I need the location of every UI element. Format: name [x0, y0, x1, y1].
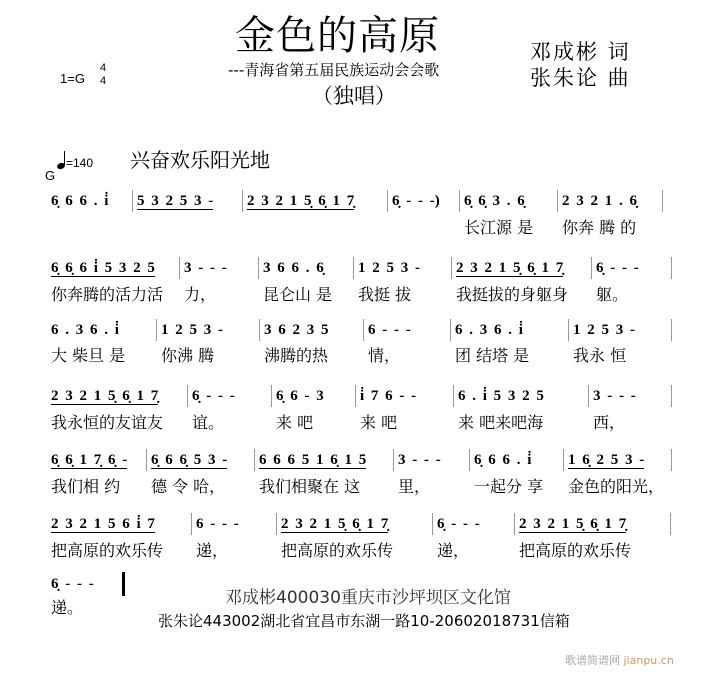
notes: 6 . 3 6 . i̇	[51, 322, 119, 338]
lyric: 西，	[593, 413, 626, 432]
lyrics-row-7	[47, 598, 121, 618]
measure	[569, 319, 672, 341]
measure	[451, 319, 569, 341]
notes: 3 - - -	[184, 260, 227, 276]
staff-row-5	[47, 449, 672, 471]
performance-type: （独唱）	[312, 84, 396, 108]
measure	[243, 190, 388, 212]
lyric: 递，	[196, 541, 229, 560]
lyric	[388, 218, 460, 238]
measure	[47, 449, 147, 471]
meter-bottom: 4	[100, 75, 107, 87]
lyric: 一起分 享	[474, 477, 544, 496]
measure	[589, 385, 672, 407]
lyrics-row-1	[47, 218, 663, 238]
measure	[47, 513, 192, 535]
measure	[356, 385, 454, 407]
notes: 6̣ - - -	[192, 388, 235, 404]
measure	[592, 257, 672, 279]
lyric: 长江源 是	[464, 218, 534, 237]
measure	[259, 257, 354, 279]
lyrics-row-5	[47, 477, 684, 497]
lyric: 你奔 腾 的	[562, 218, 637, 237]
lyric: 我永 恒	[573, 346, 627, 365]
notes: 2 3 2 1 5̣ 6̣ 1 7̣	[51, 388, 159, 404]
watermark-cn: 歌谱简谱网	[565, 654, 620, 667]
lyric: 我永恒的友谊友	[51, 413, 164, 432]
lyric: 情，	[368, 346, 401, 365]
staff-row-6	[47, 513, 671, 535]
measure	[564, 449, 672, 471]
notes: i̇ 7 6 - -	[360, 388, 417, 404]
measure	[364, 319, 451, 341]
notes: 6̣ 6 - 3	[276, 388, 324, 404]
measure	[180, 257, 259, 279]
lyric: 德 令 哈，	[151, 477, 226, 496]
lyric: 你沸 腾	[161, 346, 215, 365]
note-stem	[64, 151, 65, 165]
lyric: 金色的阳光，	[568, 477, 665, 496]
lyric: 递，	[437, 541, 470, 560]
expression-mark: 兴奋欢乐阳光地	[130, 148, 270, 172]
notes: 6̣ - - -	[51, 576, 94, 592]
subtitle: ---青海省第五届民族运动会会歌	[228, 61, 440, 79]
measure	[47, 319, 157, 341]
measure	[394, 449, 470, 471]
notes: 1 2 5 3 -	[573, 322, 635, 338]
song-title: 金色的高原	[235, 13, 440, 59]
measure	[133, 190, 243, 212]
composer: 张朱论 曲	[530, 66, 631, 90]
measure	[460, 190, 558, 212]
notes: 3 6 6 . 6̣	[263, 260, 324, 276]
measure	[470, 449, 564, 471]
lyric: 来 吧	[360, 413, 398, 432]
measure	[277, 513, 433, 535]
watermark-en: jianpu.cn	[623, 654, 674, 667]
lyric	[243, 218, 388, 238]
measure	[188, 385, 272, 407]
tempo-marking	[45, 155, 105, 185]
notes: 2 3 2 1 5̣ 6̣ 1 7̣	[247, 193, 355, 209]
measure	[157, 319, 260, 341]
lyric: 来 吧	[276, 413, 314, 432]
lyric: 昆仑山 是	[263, 285, 333, 304]
notes: 6 . i̇ 5 3 2 5	[458, 388, 544, 404]
measure	[47, 257, 180, 279]
lyric: 躯。	[596, 285, 629, 304]
lyrics-row-4	[47, 413, 672, 433]
notes: 1 6̣ 2 5 3 -	[568, 452, 645, 468]
notes: 3 - - -	[593, 388, 636, 404]
lyric	[133, 218, 243, 238]
measure	[558, 190, 663, 212]
notes: 3 6 2 3 5	[264, 322, 329, 338]
lyric: 我们相聚在 这	[259, 477, 361, 496]
lyrics-row-3	[47, 346, 672, 366]
staff-row-7	[47, 573, 121, 595]
notes: 6 6 6 5 1 6̣ 1 5	[259, 452, 367, 468]
notes: 6̣ 6 6 . i̇	[474, 452, 532, 468]
lyric: 里，	[398, 477, 431, 496]
lyrics-row-2	[47, 285, 672, 305]
lyric: 团 结塔 是	[455, 346, 530, 365]
lyric: 你奔腾的活力活	[51, 285, 164, 304]
watermark	[565, 655, 674, 666]
lyric: 力，	[184, 285, 217, 304]
notes: 6̣ 6 6̣ 5 3 -	[151, 452, 228, 468]
notes: 3 - - -	[398, 452, 441, 468]
measure	[272, 385, 356, 407]
lyric: 递。	[51, 598, 84, 617]
lyric	[47, 218, 133, 238]
key-signature: 1=G	[60, 71, 85, 86]
notes: 6̣ 6̣ 6 i̇ 5 3 2 5	[51, 260, 155, 276]
measure	[260, 319, 364, 341]
notes: 1 2 5 3 -	[161, 322, 223, 338]
notes: 6 . 3 6 . i̇	[455, 322, 523, 338]
lyric: 我们相 约	[51, 477, 121, 496]
measure	[515, 513, 671, 535]
staff-row-2	[47, 257, 672, 279]
tempo-key: G	[45, 168, 56, 183]
lyric: 来 吧来吧海	[458, 413, 544, 432]
notes: 2 3 2 1 5̣ 6̣ 1 7̣	[519, 516, 627, 532]
lyricist: 邓成彬 词	[530, 40, 631, 64]
lyric: 把高原的欢乐传	[51, 541, 164, 560]
notes: 2 3 2 1 . 6̣	[562, 193, 637, 209]
measure	[47, 385, 188, 407]
notes: 6̣ - - -)	[392, 193, 440, 209]
measure	[192, 513, 277, 535]
lyric: 把高原的欢乐传	[519, 541, 632, 560]
staff-row-3	[47, 319, 672, 341]
measure	[354, 257, 452, 279]
notes: 6 - - -	[196, 516, 239, 532]
notes: 2 3 2 1 5 6 i̇ 7	[51, 516, 155, 532]
notes: 5 3 2 5 3 -	[137, 193, 214, 209]
notes: 1 2 5 3 -	[358, 260, 420, 276]
measure	[47, 190, 133, 212]
notes: 6 - - -	[368, 322, 411, 338]
lyric: 大 柴旦 是	[51, 346, 126, 365]
tempo-value: =140	[66, 156, 94, 170]
notes: 6̣ 6 6 . i̇	[51, 193, 109, 209]
lyric: 把高原的欢乐传	[281, 541, 394, 560]
notes: 6̣ - - -	[596, 260, 639, 276]
measure	[255, 449, 394, 471]
notes: 2 3 2 1 5̣ 6̣ 1 7̣	[281, 516, 389, 532]
staff-row-1	[47, 190, 663, 212]
lyricist-address: 邓成彬400030重庆市沙坪坝区文化馆	[225, 588, 511, 608]
final-barline	[122, 572, 125, 596]
measure	[47, 573, 121, 595]
lyric: 我挺 拔	[358, 285, 412, 304]
lyric: 我挺拔的身躯身	[456, 285, 569, 304]
measure	[454, 385, 589, 407]
staff-row-4	[47, 385, 672, 407]
notes: 6̣ 6̣ 3 . 6̣	[464, 193, 525, 209]
meter-top: 4	[100, 62, 107, 74]
notes: 2 3 2 1 5̣ 6̣ 1 7̣	[456, 260, 564, 276]
lyric: 谊。	[192, 413, 225, 432]
lyric: 沸腾的热	[264, 346, 329, 365]
time-signature	[100, 62, 106, 88]
composer-address: 张朱论443002湖北省宜昌市东湖一路10-20602018731信箱	[158, 612, 570, 630]
measure	[388, 190, 460, 212]
lyrics-row-6	[47, 541, 671, 561]
measure	[147, 449, 255, 471]
measure	[433, 513, 515, 535]
notes: 6̣ - - -	[437, 516, 480, 532]
measure	[452, 257, 592, 279]
notes: 6̣ 6̣ 1 7̣ 6̣ -	[51, 452, 128, 468]
